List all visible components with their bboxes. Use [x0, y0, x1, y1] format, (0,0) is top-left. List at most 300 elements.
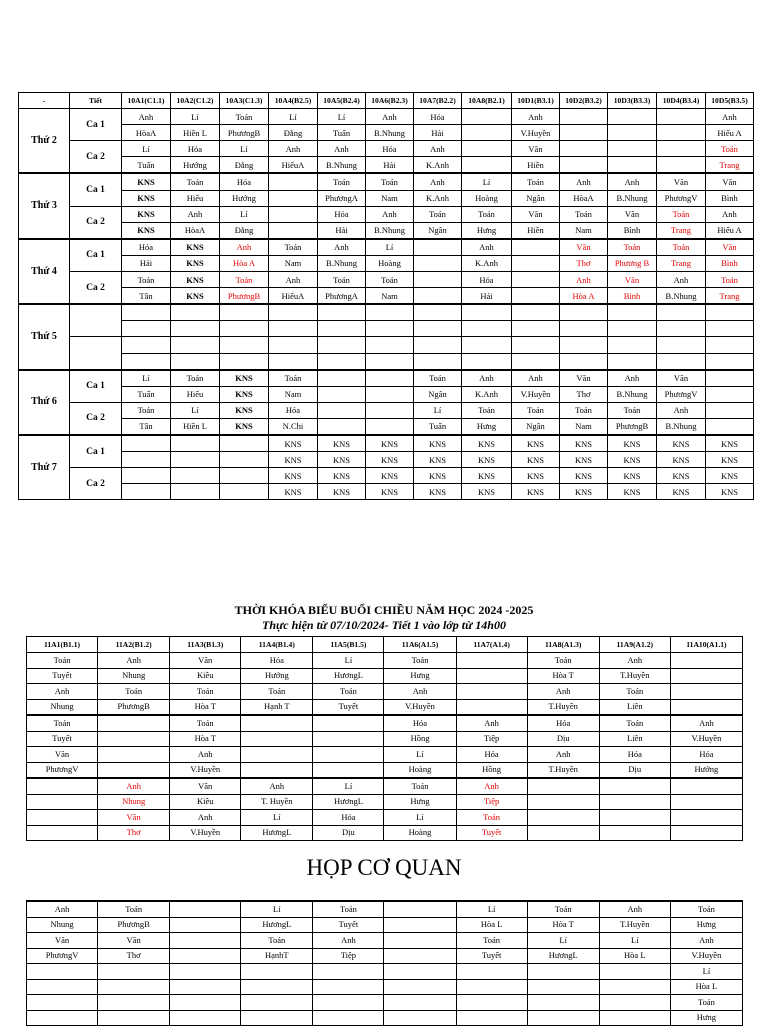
- timetable-cell: Trang: [706, 288, 754, 305]
- timetable-cell: KNS: [512, 468, 560, 484]
- timetable-cell: B.Nhung: [366, 222, 414, 239]
- timetable-cell: KNS: [220, 418, 269, 435]
- timetable-cell: Anh: [27, 901, 98, 917]
- timetable-cell: [98, 979, 170, 995]
- timetable-cell: [318, 386, 366, 402]
- timetable-cell: [512, 353, 560, 370]
- timetable-cell: Ngân: [512, 418, 560, 435]
- timetable-cell: [98, 1010, 170, 1026]
- timetable-cell: Toán: [220, 272, 269, 288]
- timetable-cell: PhươngB: [98, 917, 170, 933]
- timetable-row: [19, 272, 754, 288]
- timetable-cell: Anh: [670, 933, 742, 949]
- timetable-row: [19, 157, 754, 174]
- timetable-cell: [269, 337, 318, 353]
- timetable-cell: KNS: [414, 484, 462, 500]
- timetable-cell: Văn: [706, 173, 754, 190]
- timetable-cell: Anh: [670, 715, 742, 731]
- timetable-cell: Lí: [241, 901, 313, 917]
- timetable-cell: B.Nhung: [657, 288, 706, 305]
- class-header: 11A6(A1.5): [384, 637, 456, 653]
- timetable-cell: [512, 304, 560, 321]
- timetable-cell: HiếuA: [269, 157, 318, 174]
- timetable-cell: [414, 304, 462, 321]
- timetable-cell: [241, 747, 313, 763]
- day-label: Thứ 4: [19, 239, 70, 304]
- timetable-cell: HạnhT: [241, 948, 313, 964]
- timetable-row: [27, 684, 743, 700]
- timetable-cell: [414, 321, 462, 337]
- timetable-cell: Trang: [657, 255, 706, 271]
- class-header: 11A3(B1.3): [170, 637, 241, 653]
- timetable-cell: Toán: [527, 653, 599, 669]
- timetable-cell: [456, 995, 527, 1011]
- timetable-cell: Lí: [670, 964, 742, 980]
- timetable-cell: Toán: [670, 901, 742, 917]
- timetable-row: [27, 948, 743, 964]
- timetable-cell: KNS: [220, 386, 269, 402]
- timetable-cell: Anh: [170, 810, 241, 826]
- class-header: 10D5(B3.5): [706, 93, 754, 109]
- timetable-row: [19, 255, 754, 271]
- timetable-cell: B.Nhung: [608, 190, 657, 206]
- timetable-cell: Anh: [170, 747, 241, 763]
- afternoon-timetable: [26, 636, 743, 841]
- timetable-row: [19, 109, 754, 125]
- timetable-cell: Lí: [241, 810, 313, 826]
- timetable-cell: Toán: [241, 684, 313, 700]
- class-header: 11A8(A1.3): [527, 637, 599, 653]
- timetable-cell: Lí: [313, 653, 384, 669]
- timetable-cell: Toán: [456, 933, 527, 949]
- timetable-cell: Toán: [122, 272, 171, 288]
- class-header: 10D3(B3.3): [608, 93, 657, 109]
- timetable-cell: Tuấn: [318, 125, 366, 141]
- timetable-row: [27, 964, 743, 980]
- timetable-cell: Hiếu A: [706, 125, 754, 141]
- timetable-cell: [269, 304, 318, 321]
- timetable-cell: [670, 794, 742, 810]
- timetable-cell: [560, 109, 608, 125]
- timetable-cell: Anh: [98, 778, 170, 794]
- timetable-cell: Lí: [456, 901, 527, 917]
- timetable-cell: [414, 288, 462, 305]
- timetable-cell: Toán: [98, 901, 170, 917]
- timetable-cell: [170, 964, 241, 980]
- timetable-cell: PhươngV: [657, 190, 706, 206]
- timetable-cell: Anh: [241, 778, 313, 794]
- timetable-cell: Toán: [560, 206, 608, 222]
- timetable-cell: Toán: [462, 402, 512, 418]
- timetable-cell: KNS: [318, 484, 366, 500]
- timetable-cell: Nhung: [27, 699, 98, 715]
- timetable-row: [19, 484, 754, 500]
- timetable-cell: Hướng: [220, 190, 269, 206]
- timetable-cell: Hồng: [384, 731, 456, 747]
- timetable-cell: Tuấn: [122, 386, 171, 402]
- timetable-cell: Hóa: [366, 141, 414, 157]
- timetable-cell: [318, 370, 366, 387]
- timetable-cell: [220, 452, 269, 468]
- class-header: 10A2(C1.2): [171, 93, 220, 109]
- timetable-row: [19, 206, 754, 222]
- timetable-cell: Văn: [706, 239, 754, 256]
- timetable-cell: [269, 353, 318, 370]
- meeting-title: HỌP CƠ QUAN: [306, 855, 462, 880]
- timetable-cell: Văn: [657, 173, 706, 190]
- class-header: 10A7(B2.2): [414, 93, 462, 109]
- timetable-cell: Nhung: [98, 668, 170, 684]
- timetable-cell: Lí: [122, 141, 171, 157]
- day-label: Thứ 7: [19, 435, 70, 500]
- timetable-cell: [170, 979, 241, 995]
- timetable-cell: Hóa: [384, 715, 456, 731]
- timetable-cell: Toán: [512, 173, 560, 190]
- timetable-cell: Dịu: [527, 731, 599, 747]
- timetable-cell: KNS: [171, 255, 220, 271]
- timetable-cell: HiếuA: [269, 288, 318, 305]
- timetable-cell: Văn: [27, 933, 98, 949]
- timetable-cell: [462, 125, 512, 141]
- timetable-cell: [313, 715, 384, 731]
- timetable-row: [19, 402, 754, 418]
- timetable-cell: Kiều: [170, 794, 241, 810]
- timetable-cell: [27, 995, 98, 1011]
- timetable-cell: KNS: [171, 288, 220, 305]
- timetable-cell: [241, 1010, 313, 1026]
- timetable-row: [19, 321, 754, 337]
- timetable-cell: Toán: [171, 173, 220, 190]
- timetable-cell: Hòa T: [170, 731, 241, 747]
- timetable-cell: [657, 337, 706, 353]
- timetable-cell: [527, 810, 599, 826]
- timetable-cell: [599, 1010, 670, 1026]
- timetable-row: [19, 173, 754, 190]
- class-header: 10A5(B2.4): [318, 93, 366, 109]
- timetable-cell: [608, 337, 657, 353]
- timetable-cell: [560, 337, 608, 353]
- timetable-cell: Tân: [122, 288, 171, 305]
- timetable-cell: [384, 1010, 456, 1026]
- timetable-cell: [560, 304, 608, 321]
- timetable-cell: [414, 272, 462, 288]
- timetable-cell: Nam: [560, 418, 608, 435]
- timetable-cell: [122, 353, 171, 370]
- timetable-row: [19, 125, 754, 141]
- shift-label: Ca 2: [70, 141, 122, 174]
- timetable-cell: [706, 304, 754, 321]
- timetable-cell: [657, 157, 706, 174]
- timetable-row: [19, 222, 754, 239]
- timetable-cell: Anh: [599, 901, 670, 917]
- timetable-cell: K.Anh: [414, 190, 462, 206]
- timetable-cell: [241, 731, 313, 747]
- timetable-cell: Toán: [599, 715, 670, 731]
- timetable-cell: Hiền L: [171, 125, 220, 141]
- timetable-cell: [670, 684, 742, 700]
- timetable-cell: V.Huyền: [170, 825, 241, 841]
- timetable-cell: KNS: [366, 452, 414, 468]
- timetable-cell: K.Anh: [462, 386, 512, 402]
- timetable-cell: [220, 353, 269, 370]
- meeting-timetable: [26, 900, 743, 1026]
- timetable-cell: [318, 402, 366, 418]
- day-label: Thứ 6: [19, 370, 70, 435]
- timetable-cell: Lí: [318, 109, 366, 125]
- timetable-cell: Toán: [170, 715, 241, 731]
- timetable-cell: Hòa L: [456, 917, 527, 933]
- timetable-cell: [384, 995, 456, 1011]
- timetable-cell: Lí: [366, 239, 414, 256]
- timetable-cell: PhươngB: [220, 288, 269, 305]
- timetable-row: [19, 435, 754, 452]
- timetable-cell: HòaA: [560, 190, 608, 206]
- timetable-cell: Anh: [527, 747, 599, 763]
- timetable-cell: [608, 353, 657, 370]
- timetable-cell: Liên: [599, 731, 670, 747]
- timetable-cell: [414, 337, 462, 353]
- timetable-cell: Hướng: [241, 668, 313, 684]
- timetable-cell: PhươngB: [608, 418, 657, 435]
- timetable-cell: Văn: [512, 141, 560, 157]
- timetable-cell: [170, 948, 241, 964]
- timetable-cell: Anh: [318, 141, 366, 157]
- timetable-cell: KNS: [122, 206, 171, 222]
- timetable-cell: Toán: [462, 206, 512, 222]
- timetable-cell: [670, 653, 742, 669]
- timetable-cell: Hưng: [670, 1010, 742, 1026]
- timetable-cell: Toán: [98, 684, 170, 700]
- timetable-cell: [706, 370, 754, 387]
- timetable-cell: [414, 255, 462, 271]
- timetable-cell: Toán: [122, 402, 171, 418]
- timetable-cell: HươngL: [313, 668, 384, 684]
- timetable-cell: K.Anh: [414, 157, 462, 174]
- timetable-cell: [122, 435, 171, 452]
- timetable-cell: Văn: [170, 778, 241, 794]
- timetable-cell: Lí: [220, 141, 269, 157]
- timetable-cell: [384, 948, 456, 964]
- timetable-cell: Toán: [670, 995, 742, 1011]
- timetable-cell: Hòa L: [599, 948, 670, 964]
- timetable-row: [27, 715, 743, 731]
- timetable-cell: [384, 979, 456, 995]
- timetable-cell: Toán: [599, 684, 670, 700]
- timetable-cell: Toán: [171, 370, 220, 387]
- class-header: 10D4(B3.4): [657, 93, 706, 109]
- timetable-cell: Toán: [706, 272, 754, 288]
- timetable-cell: Anh: [27, 684, 98, 700]
- timetable-row: [27, 901, 743, 917]
- timetable-cell: Anh: [269, 141, 318, 157]
- timetable-cell: Toán: [318, 272, 366, 288]
- timetable-cell: [706, 418, 754, 435]
- timetable-cell: [462, 141, 512, 157]
- timetable-cell: Hiền: [512, 157, 560, 174]
- timetable-cell: Hoàng: [384, 825, 456, 841]
- timetable-cell: [122, 304, 171, 321]
- timetable-cell: Hải: [414, 125, 462, 141]
- timetable-cell: [512, 272, 560, 288]
- timetable-cell: [318, 304, 366, 321]
- timetable-cell: Trang: [706, 157, 754, 174]
- timetable-cell: Bình: [608, 288, 657, 305]
- timetable-cell: HòaA: [171, 222, 220, 239]
- timetable-cell: Tuyết: [313, 917, 384, 933]
- class-header: 11A9(A1.2): [599, 637, 670, 653]
- timetable-cell: Hải: [318, 222, 366, 239]
- timetable-cell: V.Huyền: [512, 125, 560, 141]
- class-header: 11A1(B1.1): [27, 637, 98, 653]
- timetable-cell: Hoàng: [462, 190, 512, 206]
- timetable-cell: KNS: [318, 452, 366, 468]
- timetable-cell: KNS: [462, 468, 512, 484]
- timetable-cell: Văn: [98, 810, 170, 826]
- shift-label: Ca 1: [70, 435, 122, 468]
- timetable-cell: Toán: [269, 239, 318, 256]
- timetable-cell: [706, 353, 754, 370]
- timetable-row: [19, 141, 754, 157]
- timetable-cell: [170, 995, 241, 1011]
- timetable-cell: Toán: [456, 810, 527, 826]
- timetable-cell: Toán: [608, 402, 657, 418]
- class-header: 11A4(B1.4): [241, 637, 313, 653]
- timetable-cell: Toán: [313, 684, 384, 700]
- timetable-cell: [706, 321, 754, 337]
- timetable-cell: KNS: [706, 452, 754, 468]
- timetable-cell: [27, 810, 98, 826]
- timetable-cell: Toán: [170, 684, 241, 700]
- timetable-cell: [171, 304, 220, 321]
- shift-label: Ca 2: [70, 206, 122, 239]
- timetable-cell: Văn: [657, 370, 706, 387]
- timetable-cell: KNS: [657, 484, 706, 500]
- timetable-cell: Hoàng: [366, 255, 414, 271]
- afternoon-subtitle: Thực hiện từ 07/10/2024- Tiết 1 vào lớp từ 14h00: [262, 618, 506, 632]
- timetable-cell: Anh: [608, 173, 657, 190]
- timetable-row: [27, 762, 743, 778]
- timetable-row: [19, 304, 754, 321]
- timetable-cell: Hiền: [512, 222, 560, 239]
- timetable-cell: KNS: [269, 435, 318, 452]
- timetable-cell: [414, 239, 462, 256]
- timetable-cell: Toán: [414, 206, 462, 222]
- timetable-cell: [313, 747, 384, 763]
- timetable-cell: [706, 337, 754, 353]
- timetable-cell: [220, 468, 269, 484]
- timetable-cell: [599, 979, 670, 995]
- timetable-cell: Nam: [366, 288, 414, 305]
- timetable-cell: Toán: [366, 173, 414, 190]
- timetable-cell: [456, 699, 527, 715]
- timetable-cell: [27, 794, 98, 810]
- timetable-cell: [608, 141, 657, 157]
- timetable-cell: Toán: [608, 239, 657, 256]
- timetable-cell: [318, 321, 366, 337]
- timetable-cell: [462, 321, 512, 337]
- timetable-cell: Tuyết: [27, 731, 98, 747]
- timetable-cell: Anh: [706, 206, 754, 222]
- timetable-cell: [366, 321, 414, 337]
- timetable-cell: [608, 109, 657, 125]
- timetable-cell: Anh: [313, 933, 384, 949]
- timetable-cell: Anh: [608, 370, 657, 387]
- timetable-cell: [171, 337, 220, 353]
- afternoon-header-row: [27, 637, 743, 653]
- class-header: 11A5(B1.5): [313, 637, 384, 653]
- class-header: 10A6(B2.3): [366, 93, 414, 109]
- timetable-cell: PhươngA: [318, 190, 366, 206]
- timetable-row: [19, 337, 754, 353]
- timetable-cell: [512, 337, 560, 353]
- timetable-cell: [657, 141, 706, 157]
- timetable-cell: Ngân: [414, 386, 462, 402]
- timetable-cell: [462, 337, 512, 353]
- timetable-cell: [318, 353, 366, 370]
- timetable-cell: [241, 762, 313, 778]
- timetable-cell: Ngân: [512, 190, 560, 206]
- timetable-cell: [241, 979, 313, 995]
- timetable-cell: KNS: [512, 484, 560, 500]
- timetable-cell: [527, 964, 599, 980]
- timetable-cell: Hóa: [318, 206, 366, 222]
- timetable-cell: KNS: [560, 468, 608, 484]
- class-header: 10D1(B3.1): [512, 93, 560, 109]
- timetable-cell: Toán: [318, 173, 366, 190]
- timetable-cell: [171, 353, 220, 370]
- timetable-cell: Anh: [456, 715, 527, 731]
- timetable-cell: [456, 668, 527, 684]
- timetable-cell: [313, 1010, 384, 1026]
- timetable-cell: Anh: [512, 109, 560, 125]
- timetable-cell: Anh: [527, 684, 599, 700]
- timetable-cell: T.Huyền: [599, 668, 670, 684]
- timetable-cell: Toán: [560, 402, 608, 418]
- timetable-cell: T.Huyền: [599, 917, 670, 933]
- timetable-cell: Hoàng: [384, 762, 456, 778]
- timetable-cell: Toán: [269, 370, 318, 387]
- timetable-cell: Anh: [560, 173, 608, 190]
- timetable-row: [27, 979, 743, 995]
- timetable-cell: [384, 964, 456, 980]
- timetable-row: [27, 794, 743, 810]
- timetable-cell: [269, 206, 318, 222]
- timetable-cell: PhươngB: [220, 125, 269, 141]
- timetable-cell: Anh: [512, 370, 560, 387]
- timetable-cell: Đằng: [220, 222, 269, 239]
- timetable-cell: Hưng: [462, 222, 512, 239]
- timetable-cell: KNS: [122, 190, 171, 206]
- timetable-cell: B.Nhung: [318, 157, 366, 174]
- timetable-cell: Anh: [657, 402, 706, 418]
- timetable-cell: [527, 979, 599, 995]
- shift-label: Ca 2: [70, 272, 122, 305]
- timetable-cell: KNS: [560, 435, 608, 452]
- timetable-cell: Hòa A: [220, 255, 269, 271]
- day-label: Thứ 5: [19, 304, 70, 369]
- shift-label: Ca 1: [70, 239, 122, 272]
- timetable-cell: Anh: [366, 109, 414, 125]
- timetable-cell: Hóa: [269, 402, 318, 418]
- timetable-cell: KNS: [608, 435, 657, 452]
- timetable-cell: [98, 995, 170, 1011]
- timetable-cell: [366, 418, 414, 435]
- timetable-cell: [527, 1010, 599, 1026]
- timetable-cell: T.Huyền: [527, 762, 599, 778]
- timetable-cell: KNS: [706, 468, 754, 484]
- timetable-cell: Anh: [706, 109, 754, 125]
- timetable-cell: [269, 321, 318, 337]
